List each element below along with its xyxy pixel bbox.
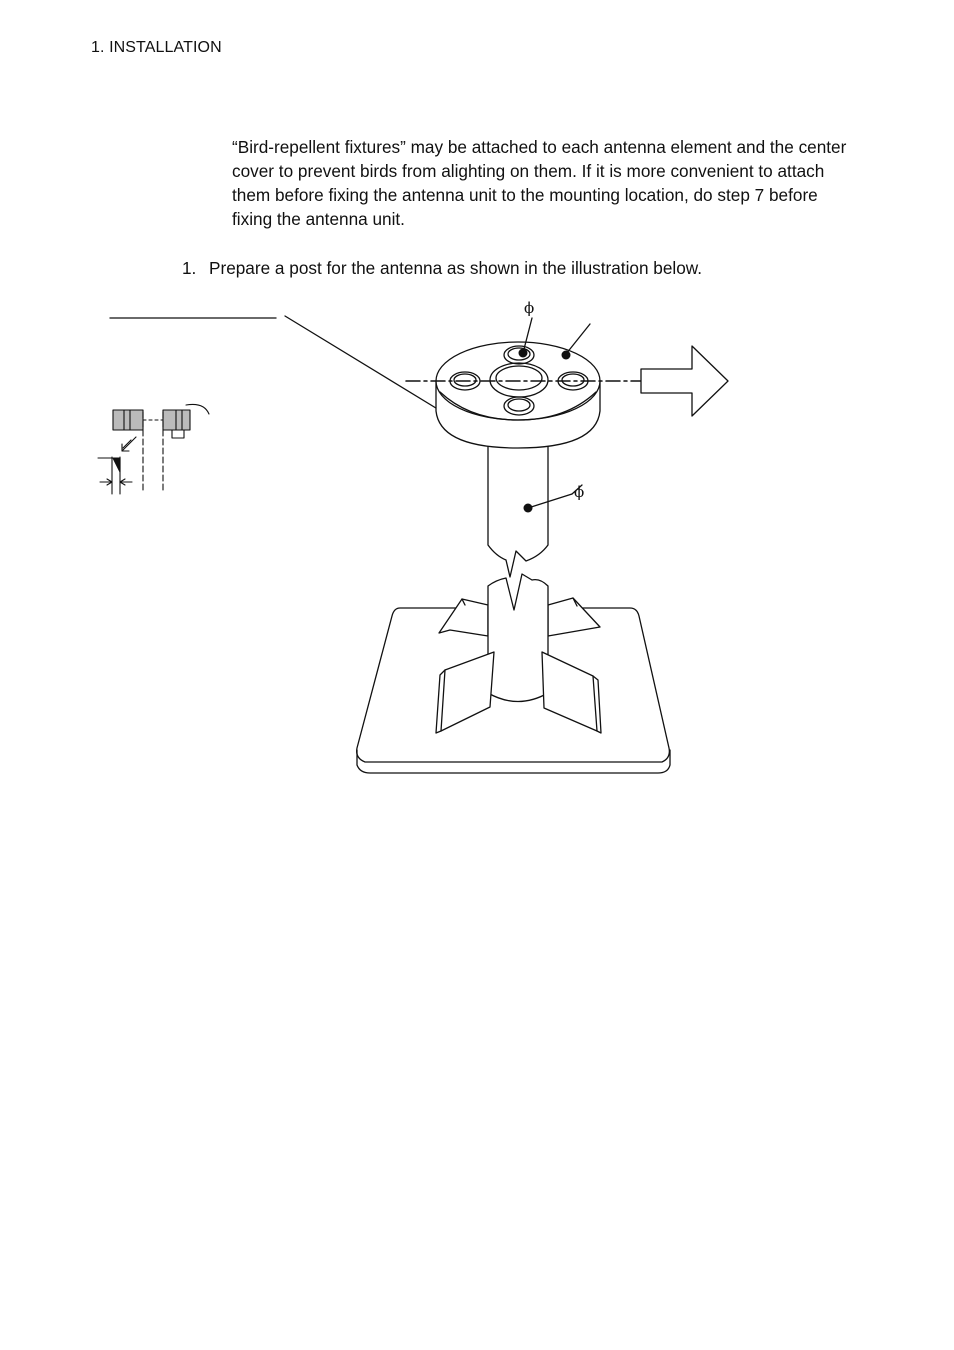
section-header: 1. INSTALLATION (91, 39, 222, 56)
step-text: Prepare a post for the antenna as shown in the illustration below. (209, 258, 703, 278)
pipe-diameter-symbol: ϕ (574, 483, 585, 501)
flange-leader-line (110, 316, 454, 422)
weld-detail-sketch (98, 404, 209, 494)
hole-diameter-symbol: ϕ (524, 299, 535, 317)
step-number: 1. (182, 258, 197, 278)
upper-post (488, 446, 548, 577)
lower-post (488, 574, 548, 702)
bird-repellent-note: “Bird-repellent fixtures” may be attached to each antenna element and the center cover to prevent birds from alighting on them. If it is more convenient to attach them before fixing the antenna unit to the mounting location, do step 7 before fixing the antenna unit. (232, 137, 847, 229)
bow-direction-arrow-icon (641, 346, 728, 416)
flange (436, 342, 600, 448)
